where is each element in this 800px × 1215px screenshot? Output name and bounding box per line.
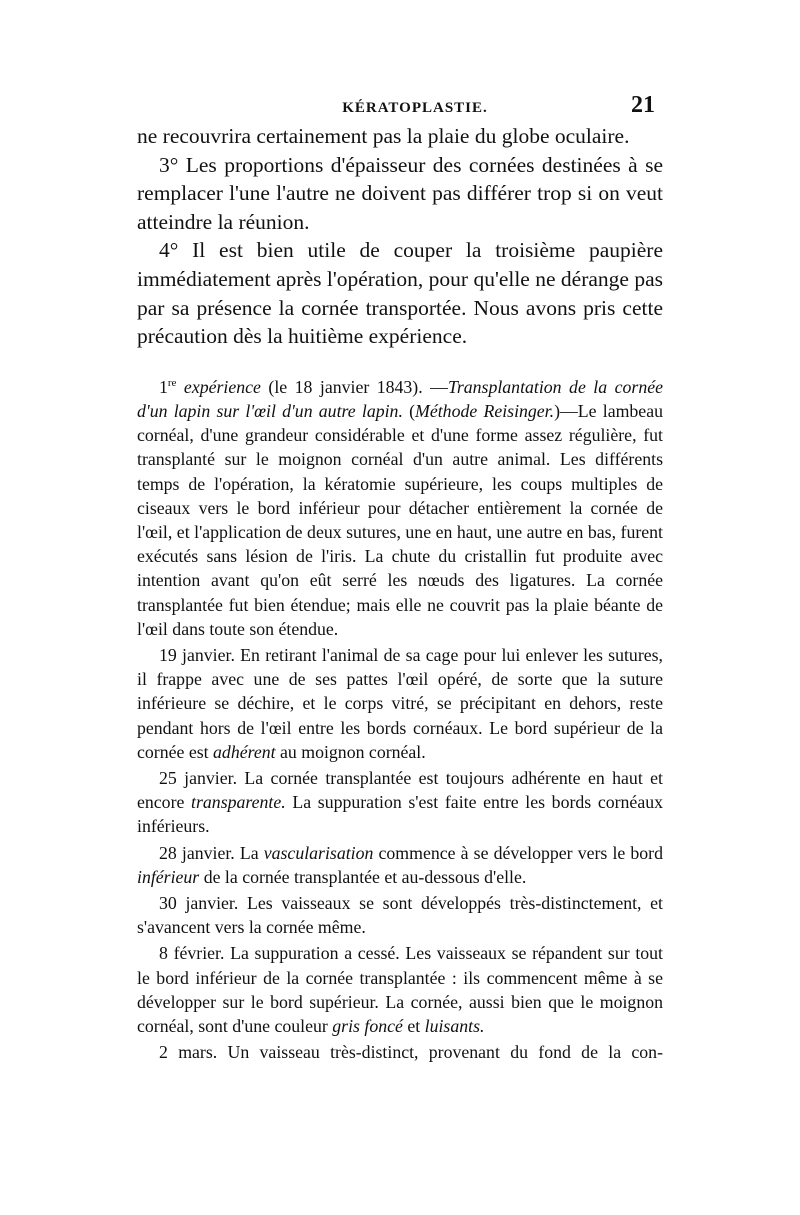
entry-jan-25 (137, 766, 663, 839)
experiment-label: expérience (183, 376, 261, 397)
experiment-paragraph (137, 375, 663, 641)
entry-jan-28-italic: vascularisation (263, 842, 374, 863)
entry-jan-25-text: 25 janvier. La cornée transplantée est toujours adhérente en haut et encore (137, 768, 663, 813)
entry-jan-28-text: 28 janvier. La (159, 842, 259, 863)
intro-paragraph-1: ne recouvrira certainement pas la plaie du globe oculaire. (137, 124, 630, 148)
entry-jan-19 (137, 643, 663, 764)
entry-feb-8 (137, 941, 663, 1038)
entry-jan-25-end: La suppuration s'est faite entre les bords cornéaux inférieurs. (137, 792, 663, 837)
entry-jan-28-end: de la cornée transplantée et au-dessous d'elle. (203, 866, 527, 887)
book-page (137, 92, 663, 1066)
entry-feb-8-italic-2: luisants. (424, 1016, 485, 1037)
entry-jan-28-mid: commence à se développer vers le bord (378, 842, 663, 863)
experiment-title: Transplantation de la cornée d'un lapin sur l'œil d'un autre lapin. (137, 376, 663, 421)
entry-jan-28 (137, 841, 663, 889)
experiment-section (137, 375, 663, 1065)
experiment-number: 1 (159, 376, 168, 397)
intro-paragraph-2: 3° Les proportions d'épaisseur des cornées destinées à se remplacer l'une l'autre ne doivent pas différer trop si on veut atteindre la réunion. (137, 152, 663, 234)
entry-jan-28-italic-2: inférieur (137, 866, 200, 887)
entry-jan-19-text: 19 janvier. En retirant l'animal de sa cage pour lui enlever les sutures, il frappe avec une de ses pattes l'œil opéré, de sorte que la suture inférieure se déchire, et le corps vitré, se précipitant en dehors, reste pendant hors de l'œil entre les bords cornéaux. Le bord supérieur de la cornée est (137, 644, 663, 762)
experiment-number-sup: re (167, 376, 177, 389)
intro-paragraph-3: 4° Il est bien utile de couper la troisième paupière immédiatement après l'opération, pour qu'elle ne dérange pas par sa présence la cornée transportée. Nous avons pris cette précaution dès la huitième expérience. (137, 238, 663, 349)
running-title: KÉRATOPLASTIE. (342, 100, 488, 116)
experiment-method: Méthode Reisinger. (415, 400, 555, 421)
experiment-date: (le 18 janvier 1843). — (268, 376, 448, 397)
experiment-body: Le lambeau cornéal, d'une grandeur considérable et d'une forme assez régulière, fut transplanté sur le moignon cornéal d'un autre animal. Les différents temps de l'opération, la kératomie supérieure, les coups multiples de ciseaux vers le bord inférieur pour détacher entièrement la cornée de l'œil, et l'application de deux sutures, une en haut, une autre en bas, furent exécutés sans lésion de l'iris. La chute du cristallin fut produite avec intention avant qu'on eût serré les nœuds des ligatures. La cornée transplantée fut bien étendue; mais elle ne couvrit pas la plaie béante de l'œil dans toute son étendue. (137, 400, 663, 639)
entry-jan-19-end: au moignon cornéal. (280, 741, 426, 762)
page-number: 21 (631, 92, 655, 118)
entry-jan-19-italic: adhérent (213, 741, 276, 762)
entry-jan-25-italic: transparente. (191, 792, 286, 813)
method-open: ( (409, 400, 416, 421)
intro-section (137, 122, 663, 351)
entry-feb-8-text: 8 février. La suppuration a cessé. Les vaisseaux se répandent sur tout le bord inférieur de la cornée transplantée : ils commencent même à se développer sur le bord supérieur. La cornée, aussi bien que le moignon cornéal, sont d'une couleur (137, 943, 663, 1037)
entry-feb-8-italic: gris foncé (332, 1016, 403, 1037)
method-close: )— (554, 400, 578, 421)
running-head (137, 92, 663, 122)
entry-feb-8-mid: et (407, 1016, 421, 1037)
entry-mar-2: 2 mars. Un vaisseau très-distinct, provenant du fond de la con- (159, 1042, 663, 1063)
entry-jan-30: 30 janvier. Les vaisseaux se sont développés très-distinctement, et s'avancent vers la cornée même. (137, 893, 663, 938)
